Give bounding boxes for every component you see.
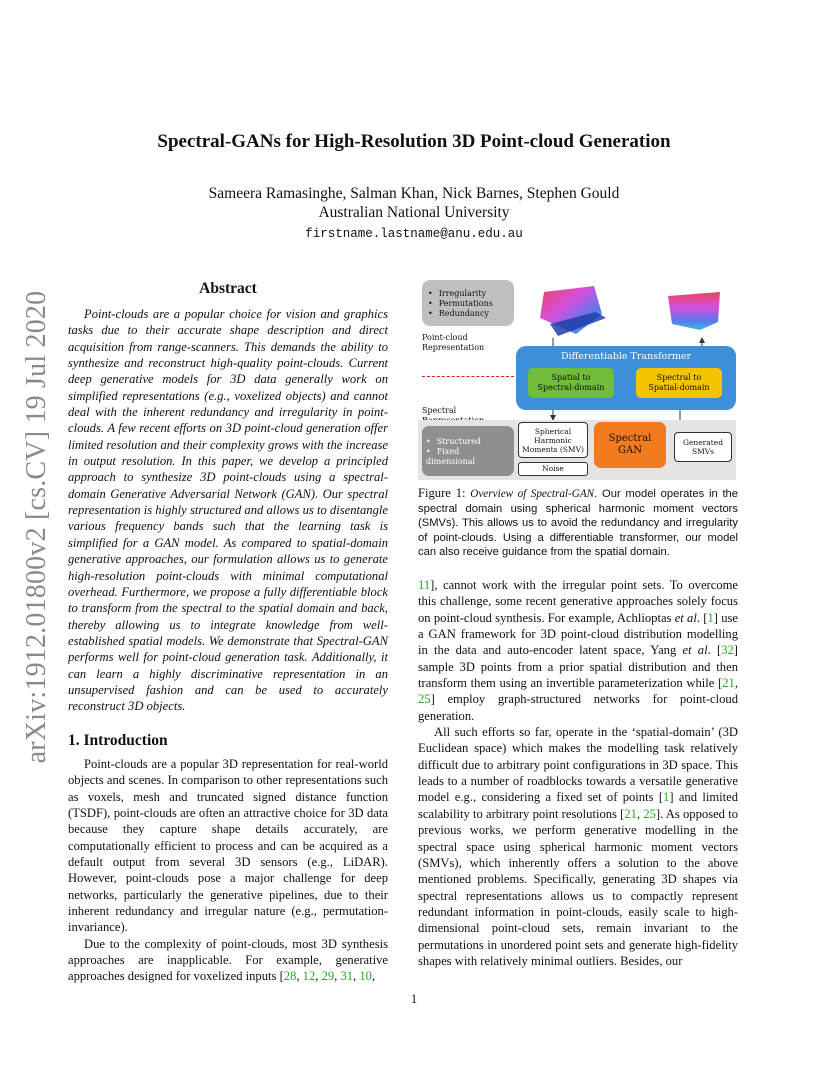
section-heading-introduction: 1. Introduction bbox=[68, 732, 168, 749]
figure-1-caption: Figure 1: Overview of Spectral-GAN. Our model operates in the spectral domain using spherical harmonic moment vectors (SMVs). This allows us to avoid the redundancy and irregularity of point-clouds. Using a differentiable transformer, our model can also receive guidance from the spatial domain. bbox=[418, 486, 739, 559]
citation-link[interactable]: 1 bbox=[663, 790, 670, 805]
citation-link[interactable]: 32 bbox=[721, 643, 734, 658]
spectral-to-spatial-block: Spectral to Spatial-domain bbox=[636, 368, 722, 398]
affiliation: Australian National University bbox=[318, 204, 510, 221]
domain-divider bbox=[422, 376, 514, 377]
differentiable-transformer-label: Differentiable Transformer bbox=[560, 351, 692, 362]
citation-link[interactable]: 29 bbox=[321, 969, 335, 984]
citation-link[interactable]: 11 bbox=[418, 578, 431, 592]
pointcloud-representation-label: Point-cloud Representation bbox=[422, 333, 485, 352]
figure-1-diagram bbox=[418, 280, 736, 480]
intro-paragraph-2-continued: 11], cannot work with the irregular point sets. To overcome this challenge, some recent generative approaches solely focus on point-cloud synthesis. For example, Achlioptas et al. [1] use a GAN framework for 3D point-cloud distribution modelling in the data and auto-encoder latent space, Yang et al. [32] sample 3D points from a prior spatial distribution and then transform them using an invertible parameterization while [21, 25] employ graph-structured networks for point-cloud generation. bbox=[418, 578, 738, 723]
irregularity-list: • Irregularity • Permutations • Redundancy bbox=[428, 289, 493, 319]
citation-link[interactable]: 28 bbox=[283, 969, 297, 984]
smv-block: Spherical Harmonic Moments (SMV) bbox=[518, 422, 588, 458]
author-list: Sameera Ramasinghe, Salman Khan, Nick Barnes, Stephen Gould bbox=[208, 185, 620, 202]
citation-link[interactable]: 25 bbox=[643, 806, 656, 821]
citation-link[interactable]: 31 bbox=[340, 969, 354, 984]
citation-link[interactable]: 21 bbox=[722, 676, 735, 691]
paper-title: Spectral-GANs for High-Resolution 3D Point-cloud Generation bbox=[157, 131, 671, 152]
noise-block: Noise bbox=[518, 462, 588, 476]
intro-left-column bbox=[68, 756, 388, 985]
author-email: firstname.lastname@anu.edu.au bbox=[305, 227, 523, 241]
intro-paragraph-2: Due to the complexity of point-clouds, most 3D synthesis approaches are inapplicable. For example, generative approaches designed for voxelized inputs [28, 12, 29, 31, 10, bbox=[68, 936, 388, 984]
citation-link[interactable]: 1 bbox=[707, 610, 714, 625]
intro-right-column bbox=[418, 577, 738, 969]
abstract-heading: Abstract bbox=[199, 280, 257, 297]
citation-link[interactable]: 21 bbox=[624, 806, 637, 821]
generated-smvs-block: Generated SMVs bbox=[674, 432, 732, 462]
spectral-gan-block: Spectral GAN bbox=[594, 422, 666, 468]
spatial-to-spectral-block: Spatial to Spectral-domain bbox=[528, 368, 614, 398]
spectral-representation-label: Spectral bbox=[422, 406, 457, 415]
arxiv-stamp: arXiv:1912.01800v2 [cs.CV] 19 Jul 2020 bbox=[21, 290, 52, 764]
abstract-body: Point-clouds are a popular choice for vision and graphics tasks due to their accurate shape description and direct acquisition from range-scanners. This demands the ability to synthesize and reconstruct high-quality point-clouds. Current deep generative models for 3D data generally work on simplified representations (e.g., voxelized objects) and cannot deal with the inherent redundancy and irregularity in point-clouds. A few recent efforts on 3D point-cloud generation offer limited resolution and their complexity grows with the increase in output resolution. In this paper, we develop a principled approach to synthesize 3D point-clouds using a spectral-domain Generative Adversarial Network (GAN). Our spectral representation is highly structured and allows us to disentangle various frequency bands such that the learning task is simplified for a GAN model. As compared to spatial-domain generative approaches, our formulation allows us to generate high-resolution point-clouds with minimal computational overhead. Furthermore, we propose a fully differentiable block to transform from the spectral to the spatial domain and back, thereby allowing us to integrate knowledge from well-established spatial models. We demonstrate that Spectral-GAN performs well for point-cloud generation task. Additionally, it can learn a highly discriminative representation in an unsupervised fashion and can be used to accurately reconstruct 3D objects. bbox=[68, 307, 388, 714]
citation-link[interactable]: 25 bbox=[418, 692, 431, 707]
intro-paragraph-3: All such efforts so far, operate in the ‘spatial-domain’ (3D Euclidean space) which makes the modelling task relatively difficult due to arbitrary point configurations in 3D space. This leads to a number of roadblocks towards a versatile generative model e.g., considering a fixed set of points [1] and limited scalability to arbitrary point resolutions [21, 25]. As opposed to previous works, we perform generative modelling in the spectral space using spherical harmonic moment vectors (SMVs), which inherently offers a solution to the above mentioned problems. Specifically, generating 3D shapes via spectral representations allows us to compactly represent redundant information in point-clouds, easily scale to high-dimensional point-cloud sets, remain invariant to the permutations in unordered point sets and generate high-fidelity shapes with relatively minimal outliers. Besides, our bbox=[418, 725, 738, 968]
intro-paragraph-1: Point-clouds are a popular 3D representation for real-world objects and scenes. In comparison to other representations such as voxels, mesh and truncated signed distance function (TSDF), point-clouds are often an attractive choice for 3D data because they capture shape details accurately, are computationally efficient to process and can be acquired as a default output from several 3D sensors (e.g., LiDAR). However, point-clouds pose a major challenge for deep networks, particularly the generative pipelines, due to their inherent redundancy and irregular nature (e.g., permutation-invariance). bbox=[68, 757, 388, 935]
page-number: 1 bbox=[410, 992, 418, 1006]
citation-link[interactable]: 12 bbox=[302, 969, 316, 984]
structured-list: • Structured • Fixed dimensional bbox=[426, 437, 481, 467]
citation-link[interactable]: 10 bbox=[359, 969, 372, 984]
